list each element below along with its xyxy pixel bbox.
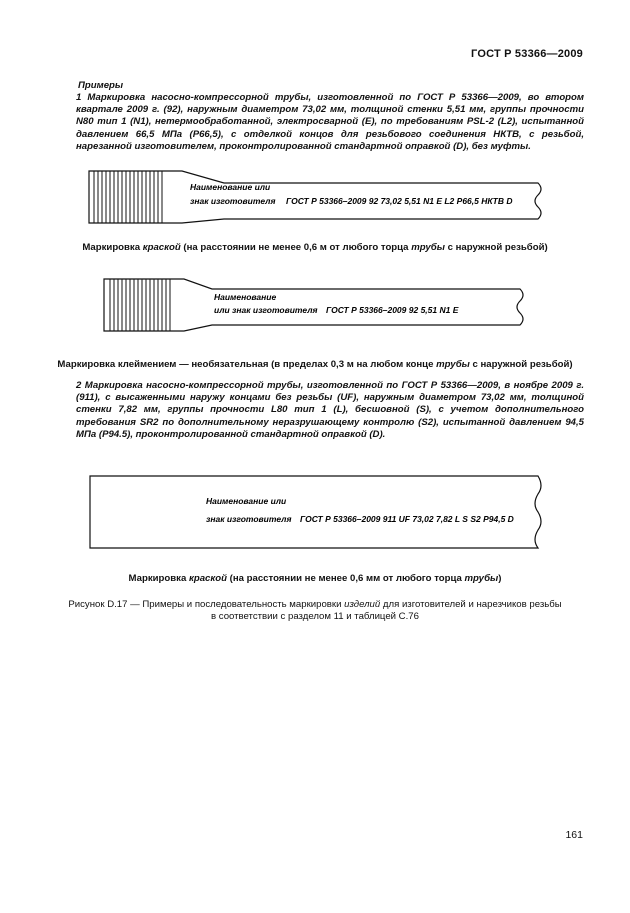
caption-pipe-1: Маркировка краской (на расстоянии не менее 0,6 м от любого торца трубы с наружной резьбой) (82, 242, 548, 253)
pipe-2-diagram (100, 273, 540, 335)
pipe-3-diagram (86, 472, 556, 552)
pipe-1-marking: ГОСТ Р 53366–2009 92 73,02 5,51 N1 E L2 P66,5 НКТВ D (286, 196, 513, 206)
pipe-3-outline (90, 476, 541, 548)
figure-caption-line1: Рисунок D.17 — Примеры и последовательность маркировки изделий для изготовителей и нарезчиков резьбы (68, 599, 562, 610)
pipe-2-label-line2: или знак изготовителя (214, 305, 318, 315)
example-2-paragraph: 2 Маркировка насосно-компрессорной трубы, изготовленной по ГОСТ Р 53366—2009, в ноябре 2009 г. (911), с высаженными наружу концами без резьбы (UF), наружным диаметром 73,02 мм, толщиной стенки 7,82 мм, группы прочности L80 тип 1 (L), бесшовной (S), с учетом дополнительного требования SR2 по дополнительному неразрушающему контролю (S2), испытанной давлением 94,5 МПа (Р94.5), проконтролированной стандартной оправкой (D). (76, 380, 584, 440)
figure-caption-line2: в соответствии с разделом 11 и таблицей С.76 (211, 611, 419, 623)
page-number: 161 (565, 829, 583, 841)
examples-title: Примеры (78, 80, 124, 91)
caption-pipe-2: Маркировка клеймением — необязательная (в пределах 0,3 м на любом конце трубы с наружной резьбой) (57, 359, 573, 370)
pipe-3-label-line2: знак изготовителя (206, 514, 292, 524)
example-1-paragraph: 1 Маркировка насосно-компрессорной трубы, изготовленной по ГОСТ Р 53366—2009, во втором квартале 2009 г. (92), наружным диаметром 73,02 мм, толщиной стенки 5,51 мм, группы прочности N80 тип 1 (N1), нетермообработанной, электросварной (E), по требованиям PSL-2 (L2), испытанной давлением 66,5 МПа (Р66,5), с отделкой концов для резьбового соединения НКТВ, с резьбой, нарезанной изготовителем, проконтролированной стандартной оправкой (D), без муфты. (76, 92, 584, 152)
pipe-1-label-line2: знак изготовителя (190, 196, 276, 206)
pipe-1-diagram (86, 167, 556, 225)
pipe-2-label-line1: Наименование (214, 292, 277, 302)
pipe-3-label-line1: Наименование или (206, 496, 287, 506)
caption-pipe-3: Маркировка краской (на расстоянии не менее 0,6 мм от любого торца трубы) (128, 573, 502, 584)
pipe-3-marking: ГОСТ Р 53366–2009 911 UF 73,02 7,82 L S S2 P94,5 D (300, 514, 514, 524)
figure-caption (40, 599, 590, 623)
document-header: ГОСТ Р 53366—2009 (471, 48, 583, 60)
pipe-1-label-line1: Наименование или (190, 182, 271, 192)
pipe-2-marking: ГОСТ Р 53366–2009 92 5,51 N1 E (326, 305, 459, 315)
